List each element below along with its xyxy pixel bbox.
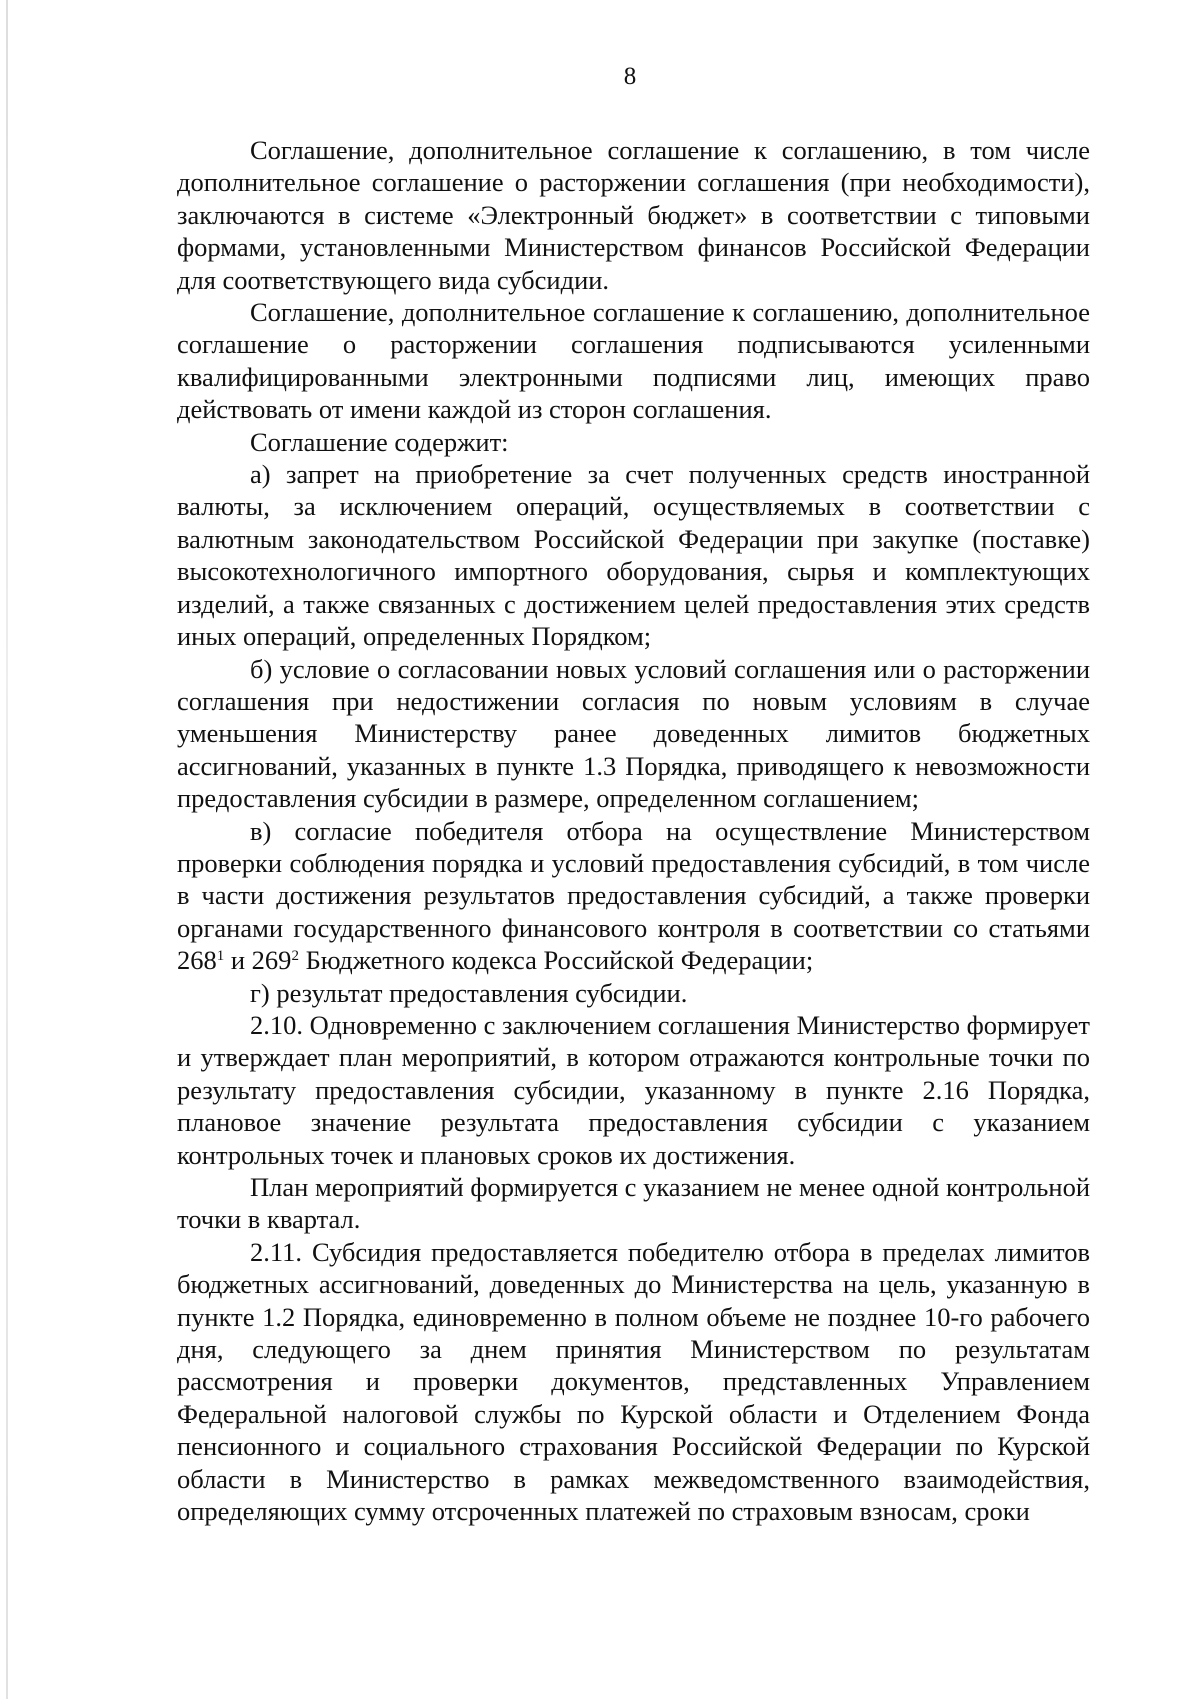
- paragraph-item-v: [177, 815, 1090, 977]
- page-number: 8: [623, 63, 637, 90]
- scan-edge: [6, 0, 8, 1699]
- item-v-superscript-1: 1: [216, 948, 225, 965]
- paragraph-agreement-contains: Соглашение содержит:: [250, 426, 509, 457]
- paragraph-2-11: 2.11. Субсидия предоставляется победителю отбора в пределах лимитов бюджетных ассигнований, доведенных до Министерства на цель, указанную в пункте 1.2 Порядка, единовременно в полном объеме не позднее 10-го рабочего дня, следующего за днем принятия Министерством по результатам рассмотрения и проверки документов, представленных Управлением Федеральной налоговой службы по Курской области и Отделением Фонда пенсионного и социального страхования Российской Федерации по Курской области в Министерство в рамках межведомственного взаимодействия, определяющих сумму отсроченных платежей по страховым взносам, сроки: [177, 1236, 1090, 1527]
- paragraph-plan-quarterly: План мероприятий формируется с указанием не менее одной контрольной точки в квартал.: [177, 1172, 1090, 1235]
- paragraph-item-a: а) запрет на приобретение за счет полученных средств иностранной валюты, за исключением операций, осуществляемых в соответствии с валютным законодательством Российской Федерации при закупке (поставке) высокотехнологичного импортного оборудования, сырья и комплектующих изделий, а также связанных с достижением целей предоставления этих средств иных операций, определенных Порядком;: [177, 459, 1090, 652]
- document-body: [177, 134, 1090, 1527]
- item-v-text-after: Бюджетного кодекса Российской Федерации;: [298, 945, 814, 976]
- paragraph-agreement-forms: Соглашение, дополнительное соглашение к соглашению, в том числе дополнительное соглашение о расторжении соглашения (при необходимости), заключаются в системе «Электронный бюджет» в соответствии с типовыми формами, установленными Министерством финансов Российской Федерации для соответствующего вида субсидии.: [177, 135, 1090, 295]
- item-v-text-before: в) согласие победителя отбора на осуществление Министерством проверки соблюдения порядка и условий предоставления субсидий, в том числе в части достижения результатов предоставления субсидий, а также проверки органами государственного финансового контроля в соответствии со статьями 268: [177, 815, 1090, 976]
- paragraph-2-10: 2.10. Одновременно с заключением соглашения Министерство формирует и утверждает план мероприятий, в котором отражаются контрольные точки по результату предоставления субсидии, указанному в пункте 2.16 Порядка, плановое значение результата предоставления субсидии с указанием контрольных точек и плановых сроков их достижения.: [177, 1009, 1090, 1170]
- paragraph-item-b: б) условие о согласовании новых условий соглашения или о расторжении соглашения при недостижении согласия по новым условиям в случае уменьшения Министерству ранее доведенных лимитов бюджетных ассигнований, указанных в пункте 1.3 Порядка, приводящего к невозможности предоставления субсидии в размере, определенном соглашением;: [177, 653, 1090, 814]
- item-v-text-middle: и 269: [224, 945, 292, 976]
- paragraph-item-g: г) результат предоставления субсидии.: [250, 977, 688, 1008]
- item-v-superscript-2: 2: [291, 948, 299, 965]
- paragraph-agreement-signatures: Соглашение, дополнительное соглашение к соглашению, дополнительное соглашение о расторжении соглашения подписываются усиленными квалифицированными электронными подписями лиц, имеющих право действовать от имени каждой из сторон соглашения.: [177, 297, 1090, 425]
